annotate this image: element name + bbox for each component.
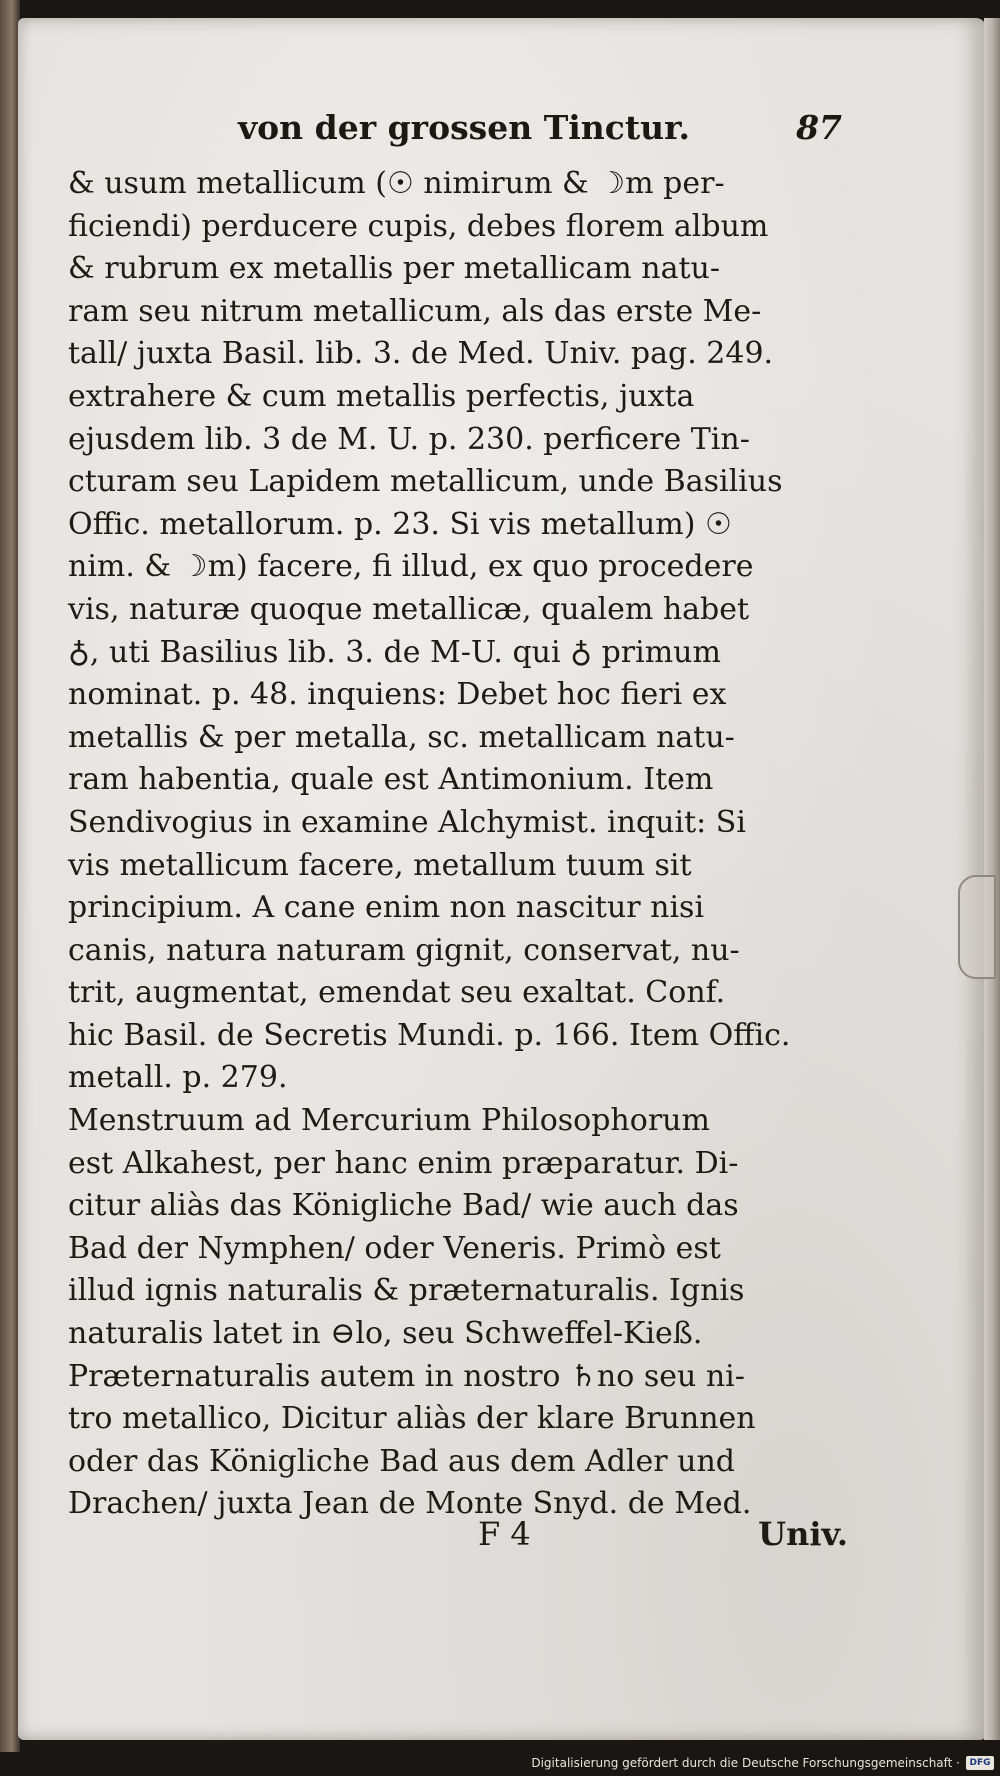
text-line: Drachen/ juxta Jean de Monte Snyd. de Med. <box>68 1486 752 1522</box>
running-head <box>222 108 842 158</box>
catchword: Univ. <box>758 1515 848 1553</box>
text-line: extrahere & cum metallis perfectis, juxta <box>68 378 695 414</box>
signature-mark: F 4 <box>478 1515 531 1553</box>
text-line: nim. & ☽m) facere, fi illud, ex quo procedere <box>68 549 754 585</box>
dfg-logo-icon: DFG <box>966 1756 994 1770</box>
funding-credit: Digitalisierung gefördert durch die Deutsche Forschungsgemeinschaft · <box>531 1756 960 1770</box>
text-line: metallis & per metalla, sc. metallicam natu- <box>68 719 735 755</box>
text-line: Præternaturalis autem in nostro ♄no seu ni- <box>68 1358 745 1394</box>
text-line: tall/ juxta Basil. lib. 3. de Med. Univ. pag. 249. <box>68 336 774 372</box>
text-line: canis, natura naturam gignit, conservat, nu- <box>68 932 740 968</box>
text-line: metall. p. 279. <box>68 1060 288 1096</box>
text-line: citur aliàs das Königliche Bad/ wie auch das <box>68 1188 739 1224</box>
text-line: Menstruum ad Mercurium Philosophorum <box>68 1103 710 1139</box>
text-line: ram habentia, quale est Antimonium. Item <box>68 762 714 798</box>
text-line: ficiendi) perducere cupis, debes florem album <box>68 208 769 244</box>
text-line: illud ignis naturalis & præternaturalis. Ignis <box>68 1273 745 1309</box>
body-text <box>68 163 846 1526</box>
text-line: nominat. p. 48. inquiens: Debet hoc fieri ex <box>68 677 727 713</box>
text-line: tro metallico, Dicitur aliàs der klare Brunnen <box>68 1401 756 1437</box>
book-clasp <box>958 875 996 979</box>
text-line: principium. A cane enim non nascitur nisi <box>68 890 705 926</box>
text-line: cturam seu Lapidem metallicum, unde Basilius <box>68 464 783 500</box>
text-line: naturalis latet in ⊖lo, seu Schweffel-Kieß. <box>68 1316 703 1352</box>
text-line: oder das Königliche Bad aus dem Adler und <box>68 1443 736 1479</box>
text-line: vis, naturæ quoque metallicæ, qualem habet <box>68 591 750 627</box>
running-title: von der grossen Tinctur. <box>238 108 690 147</box>
text-line: trit, augmentat, emendat seu exaltat. Conf. <box>68 975 726 1011</box>
text-line: ejusdem lib. 3 de M. U. p. 230. perficere Tin- <box>68 421 750 457</box>
text-line: ♁, uti Basilius lib. 3. de M-U. qui ♁ primum <box>68 634 721 670</box>
page-footer <box>470 1515 848 1559</box>
text-line: Offic. metallorum. p. 23. Si vis metallum) ☉ <box>68 506 732 542</box>
facing-page-edge <box>0 0 20 1776</box>
page-number: 87 <box>796 108 842 147</box>
text-line: vis metallicum facere, metallum tuum sit <box>68 847 692 883</box>
text-line: & usum metallicum (☉ nimirum & ☽m per- <box>68 166 725 201</box>
text-line: est Alkahest, per hanc enim præparatur. Di- <box>68 1145 739 1181</box>
credit-bar <box>0 1752 1000 1776</box>
text-line: Bad der Nymphen/ oder Veneris. Primò est <box>68 1230 721 1266</box>
text-line: ram seu nitrum metallicum, als das erste Me- <box>68 293 762 329</box>
text-line: Sendivogius in examine Alchymist. inquit: Si <box>68 804 746 840</box>
text-line: & rubrum ex metallis per metallicam natu- <box>68 251 720 287</box>
text-line: hic Basil. de Secretis Mundi. p. 166. Item Offic. <box>68 1017 791 1053</box>
